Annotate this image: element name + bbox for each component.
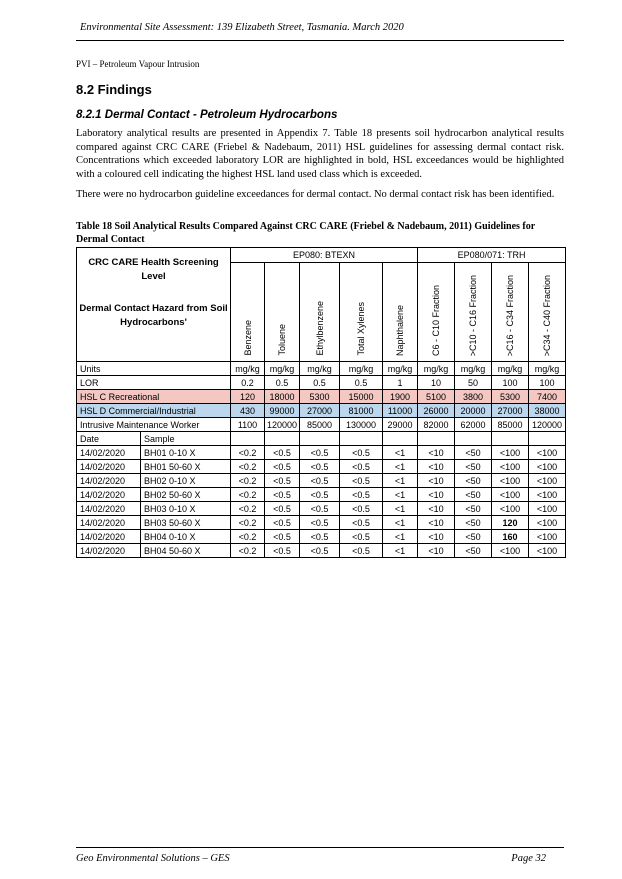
hsl-recreational-cell: 5300 — [492, 390, 529, 404]
result-cell: <0.5 — [340, 530, 383, 544]
sample-date: 14/02/2020 — [77, 502, 141, 516]
sample-date: 14/02/2020 — [77, 446, 141, 460]
column-header — [418, 263, 455, 362]
sample-header: Sample — [141, 432, 231, 446]
column-header-label: >C16 - C34 Fraction — [505, 274, 516, 356]
sample-id: BH04 0-10 X — [141, 530, 231, 544]
result-cell: <0.2 — [231, 446, 265, 460]
table-title-line2: Dermal Contact Hazard from Soil Hydrocarbons' — [79, 303, 228, 328]
date-header: Date — [77, 432, 141, 446]
lor-cell: 0.5 — [265, 376, 300, 390]
result-cell: <100 — [529, 474, 566, 488]
result-cell: <100 — [492, 446, 529, 460]
imw-cell: 82000 — [418, 418, 455, 432]
result-cell: <0.5 — [300, 446, 340, 460]
result-cell: <1 — [383, 488, 418, 502]
imw-cell: 130000 — [340, 418, 383, 432]
hsl-recreational-cell: 18000 — [265, 390, 300, 404]
result-cell: <1 — [383, 516, 418, 530]
paragraph-conclusion: There were no hydrocarbon guideline exceedances for dermal contact. No dermal contact risk has been identified. — [76, 189, 555, 200]
result-cell: <100 — [529, 446, 566, 460]
result-cell: <100 — [529, 516, 566, 530]
column-header-label: >C34 - C40 Fraction — [542, 274, 553, 356]
header-divider — [76, 40, 564, 41]
hsl-recreational-cell: 5300 — [300, 390, 340, 404]
imw-cell: 85000 — [492, 418, 529, 432]
sample-date: 14/02/2020 — [77, 544, 141, 558]
result-cell: <0.5 — [340, 474, 383, 488]
unit-cell: mg/kg — [383, 362, 418, 376]
result-cell: <0.5 — [340, 544, 383, 558]
abbreviation-note: PVI – Petroleum Vapour Intrusion — [76, 59, 200, 69]
result-cell: <0.5 — [265, 530, 300, 544]
column-header — [529, 263, 566, 362]
result-cell: <50 — [455, 474, 492, 488]
sample-id: BH02 50-60 X — [141, 488, 231, 502]
result-cell: <100 — [529, 460, 566, 474]
results-table — [76, 247, 566, 558]
result-cell: <100 — [492, 544, 529, 558]
result-cell: <100 — [492, 488, 529, 502]
column-header-label: Benzene — [242, 320, 253, 356]
result-cell: <0.5 — [340, 446, 383, 460]
imw-label: Intrusive Maintenance Worker — [77, 418, 231, 432]
result-cell: <0.5 — [265, 460, 300, 474]
column-header-label: Toluene — [277, 324, 288, 356]
hsl-industrial-cell: 38000 — [529, 404, 566, 418]
result-cell: <1 — [383, 474, 418, 488]
column-header-label: C6 - C10 Fraction — [431, 284, 442, 356]
result-cell: <10 — [418, 516, 455, 530]
sample-id: BH01 50-60 X — [141, 460, 231, 474]
hsl-industrial-cell: 81000 — [340, 404, 383, 418]
result-cell: 120 — [492, 516, 529, 530]
lor-cell: 100 — [492, 376, 529, 390]
sample-date: 14/02/2020 — [77, 516, 141, 530]
table-row — [77, 544, 566, 558]
result-cell: <0.5 — [265, 446, 300, 460]
section-heading: 8.2 Findings — [76, 82, 152, 97]
result-cell: <50 — [455, 502, 492, 516]
lor-cell: 0.2 — [231, 376, 265, 390]
result-cell: <0.5 — [300, 460, 340, 474]
group-header-trh: EP080/071: TRH — [418, 248, 566, 263]
table-row — [77, 474, 566, 488]
result-cell: <0.2 — [231, 474, 265, 488]
result-cell: <50 — [455, 544, 492, 558]
unit-cell: mg/kg — [418, 362, 455, 376]
lor-cell: 10 — [418, 376, 455, 390]
result-cell: <10 — [418, 544, 455, 558]
sample-id: BH03 0-10 X — [141, 502, 231, 516]
sample-id: BH02 0-10 X — [141, 474, 231, 488]
group-header-btexn: EP080: BTEXN — [231, 248, 418, 263]
result-cell: <100 — [492, 474, 529, 488]
result-cell: <0.5 — [265, 488, 300, 502]
hsl-recreational-cell: 5100 — [418, 390, 455, 404]
result-cell: <10 — [418, 474, 455, 488]
hsl-industrial-label: HSL D Commercial/Industrial — [77, 404, 231, 418]
result-cell: <0.2 — [231, 544, 265, 558]
result-cell: <100 — [529, 544, 566, 558]
table-row — [77, 530, 566, 544]
result-cell: <100 — [529, 530, 566, 544]
column-header — [265, 263, 300, 362]
table-title-cell — [77, 248, 231, 362]
page-number: Page 32 — [511, 853, 546, 864]
hsl-industrial-cell: 27000 — [492, 404, 529, 418]
result-cell: <0.2 — [231, 488, 265, 502]
result-cell: <10 — [418, 530, 455, 544]
result-cell: <1 — [383, 460, 418, 474]
result-cell: <0.2 — [231, 530, 265, 544]
column-header — [455, 263, 492, 362]
result-cell: <10 — [418, 502, 455, 516]
result-cell: <10 — [418, 460, 455, 474]
column-header-label: Naphthalene — [395, 304, 406, 356]
result-cell: <0.5 — [340, 502, 383, 516]
imw-cell: 120000 — [265, 418, 300, 432]
result-cell: <1 — [383, 502, 418, 516]
hsl-recreational-cell: 15000 — [340, 390, 383, 404]
hsl-industrial-cell: 430 — [231, 404, 265, 418]
hsl-industrial-cell: 99000 — [265, 404, 300, 418]
unit-cell: mg/kg — [265, 362, 300, 376]
hsl-recreational-cell: 1900 — [383, 390, 418, 404]
column-header — [231, 263, 265, 362]
footer-divider — [76, 847, 564, 848]
unit-cell: mg/kg — [492, 362, 529, 376]
table-caption: Table 18 Soil Analytical Results Compared Against CRC CARE (Friebel & Nadebaum, 2011) Guidelines for Dermal Contact — [76, 221, 536, 245]
sample-date: 14/02/2020 — [77, 530, 141, 544]
result-cell: <0.2 — [231, 502, 265, 516]
result-cell: <50 — [455, 446, 492, 460]
imw-cell: 1100 — [231, 418, 265, 432]
result-cell: <50 — [455, 516, 492, 530]
hsl-recreational-cell: 120 — [231, 390, 265, 404]
result-cell: <0.5 — [340, 460, 383, 474]
result-cell: <0.5 — [300, 502, 340, 516]
result-cell: 160 — [492, 530, 529, 544]
hsl-recreational-label: HSL C Recreational — [77, 390, 231, 404]
result-cell: <0.5 — [300, 544, 340, 558]
lor-label: LOR — [77, 376, 231, 390]
unit-cell: mg/kg — [455, 362, 492, 376]
result-cell: <50 — [455, 488, 492, 502]
unit-cell: mg/kg — [340, 362, 383, 376]
result-cell: <1 — [383, 446, 418, 460]
hsl-recreational-cell: 7400 — [529, 390, 566, 404]
result-cell: <100 — [529, 502, 566, 516]
paragraph-results: Laboratory analytical results are presented in Appendix 7. Table 18 presents soil hydrocarbon analytical results compared against CRC CARE (Friebel & Nadebaum, 2011) HSL guidelines for assessing dermal contact risk. Concentrations which exceeded laboratory LOR are highlighted in bold, HSL exceedances would be highlighted with a coloured cell indicating the highest HSL land used class which is exceeded. — [76, 128, 564, 180]
subsection-heading: 8.2.1 Dermal Contact - Petroleum Hydrocarbons — [76, 109, 338, 121]
lor-cell: 0.5 — [340, 376, 383, 390]
result-cell: <1 — [383, 530, 418, 544]
result-cell: <1 — [383, 544, 418, 558]
imw-cell: 85000 — [300, 418, 340, 432]
result-cell: <0.5 — [300, 530, 340, 544]
result-cell: <0.5 — [300, 516, 340, 530]
table-title-line1: CRC CARE Health Screening Level — [88, 257, 219, 282]
column-header-label: >C10 - C16 Fraction — [468, 274, 479, 356]
table-row — [77, 502, 566, 516]
result-cell: <0.5 — [265, 544, 300, 558]
result-cell: <0.2 — [231, 460, 265, 474]
result-cell: <50 — [455, 530, 492, 544]
hsl-industrial-cell: 26000 — [418, 404, 455, 418]
sample-id: BH04 50-60 X — [141, 544, 231, 558]
result-cell: <100 — [492, 460, 529, 474]
sample-id: BH03 50-60 X — [141, 516, 231, 530]
table-row — [77, 488, 566, 502]
table-row — [77, 516, 566, 530]
hsl-industrial-cell: 20000 — [455, 404, 492, 418]
result-cell: <0.5 — [340, 488, 383, 502]
result-cell: <50 — [455, 460, 492, 474]
unit-cell: mg/kg — [529, 362, 566, 376]
result-cell: <0.5 — [340, 516, 383, 530]
unit-cell: mg/kg — [300, 362, 340, 376]
imw-cell: 120000 — [529, 418, 566, 432]
result-cell: <10 — [418, 446, 455, 460]
result-cell: <0.5 — [265, 502, 300, 516]
lor-cell: 0.5 — [300, 376, 340, 390]
hsl-recreational-cell: 3800 — [455, 390, 492, 404]
sample-date: 14/02/2020 — [77, 488, 141, 502]
result-cell: <100 — [492, 502, 529, 516]
lor-cell: 100 — [529, 376, 566, 390]
imw-cell: 29000 — [383, 418, 418, 432]
result-cell: <0.5 — [300, 474, 340, 488]
sample-id: BH01 0-10 X — [141, 446, 231, 460]
hsl-industrial-cell: 27000 — [300, 404, 340, 418]
result-cell: <0.5 — [300, 488, 340, 502]
sample-date: 14/02/2020 — [77, 460, 141, 474]
result-cell: <0.5 — [265, 474, 300, 488]
lor-cell: 50 — [455, 376, 492, 390]
table-row — [77, 446, 566, 460]
result-cell: <0.5 — [265, 516, 300, 530]
lor-cell: 1 — [383, 376, 418, 390]
column-header-label: Ethylbenzene — [314, 301, 325, 356]
result-cell: <0.2 — [231, 516, 265, 530]
footer-company: Geo Environmental Solutions – GES — [76, 853, 230, 864]
result-cell: <100 — [529, 488, 566, 502]
page-header: Environmental Site Assessment: 139 Elizabeth Street, Tasmania. March 2020 — [80, 22, 404, 33]
unit-cell: mg/kg — [231, 362, 265, 376]
sample-date: 14/02/2020 — [77, 474, 141, 488]
result-cell: <10 — [418, 488, 455, 502]
table-row — [77, 460, 566, 474]
column-header — [340, 263, 383, 362]
imw-cell: 62000 — [455, 418, 492, 432]
column-header — [383, 263, 418, 362]
column-header — [492, 263, 529, 362]
column-header — [300, 263, 340, 362]
hsl-industrial-cell: 11000 — [383, 404, 418, 418]
column-header-label: Total Xylenes — [356, 302, 367, 356]
units-label: Units — [77, 362, 231, 376]
